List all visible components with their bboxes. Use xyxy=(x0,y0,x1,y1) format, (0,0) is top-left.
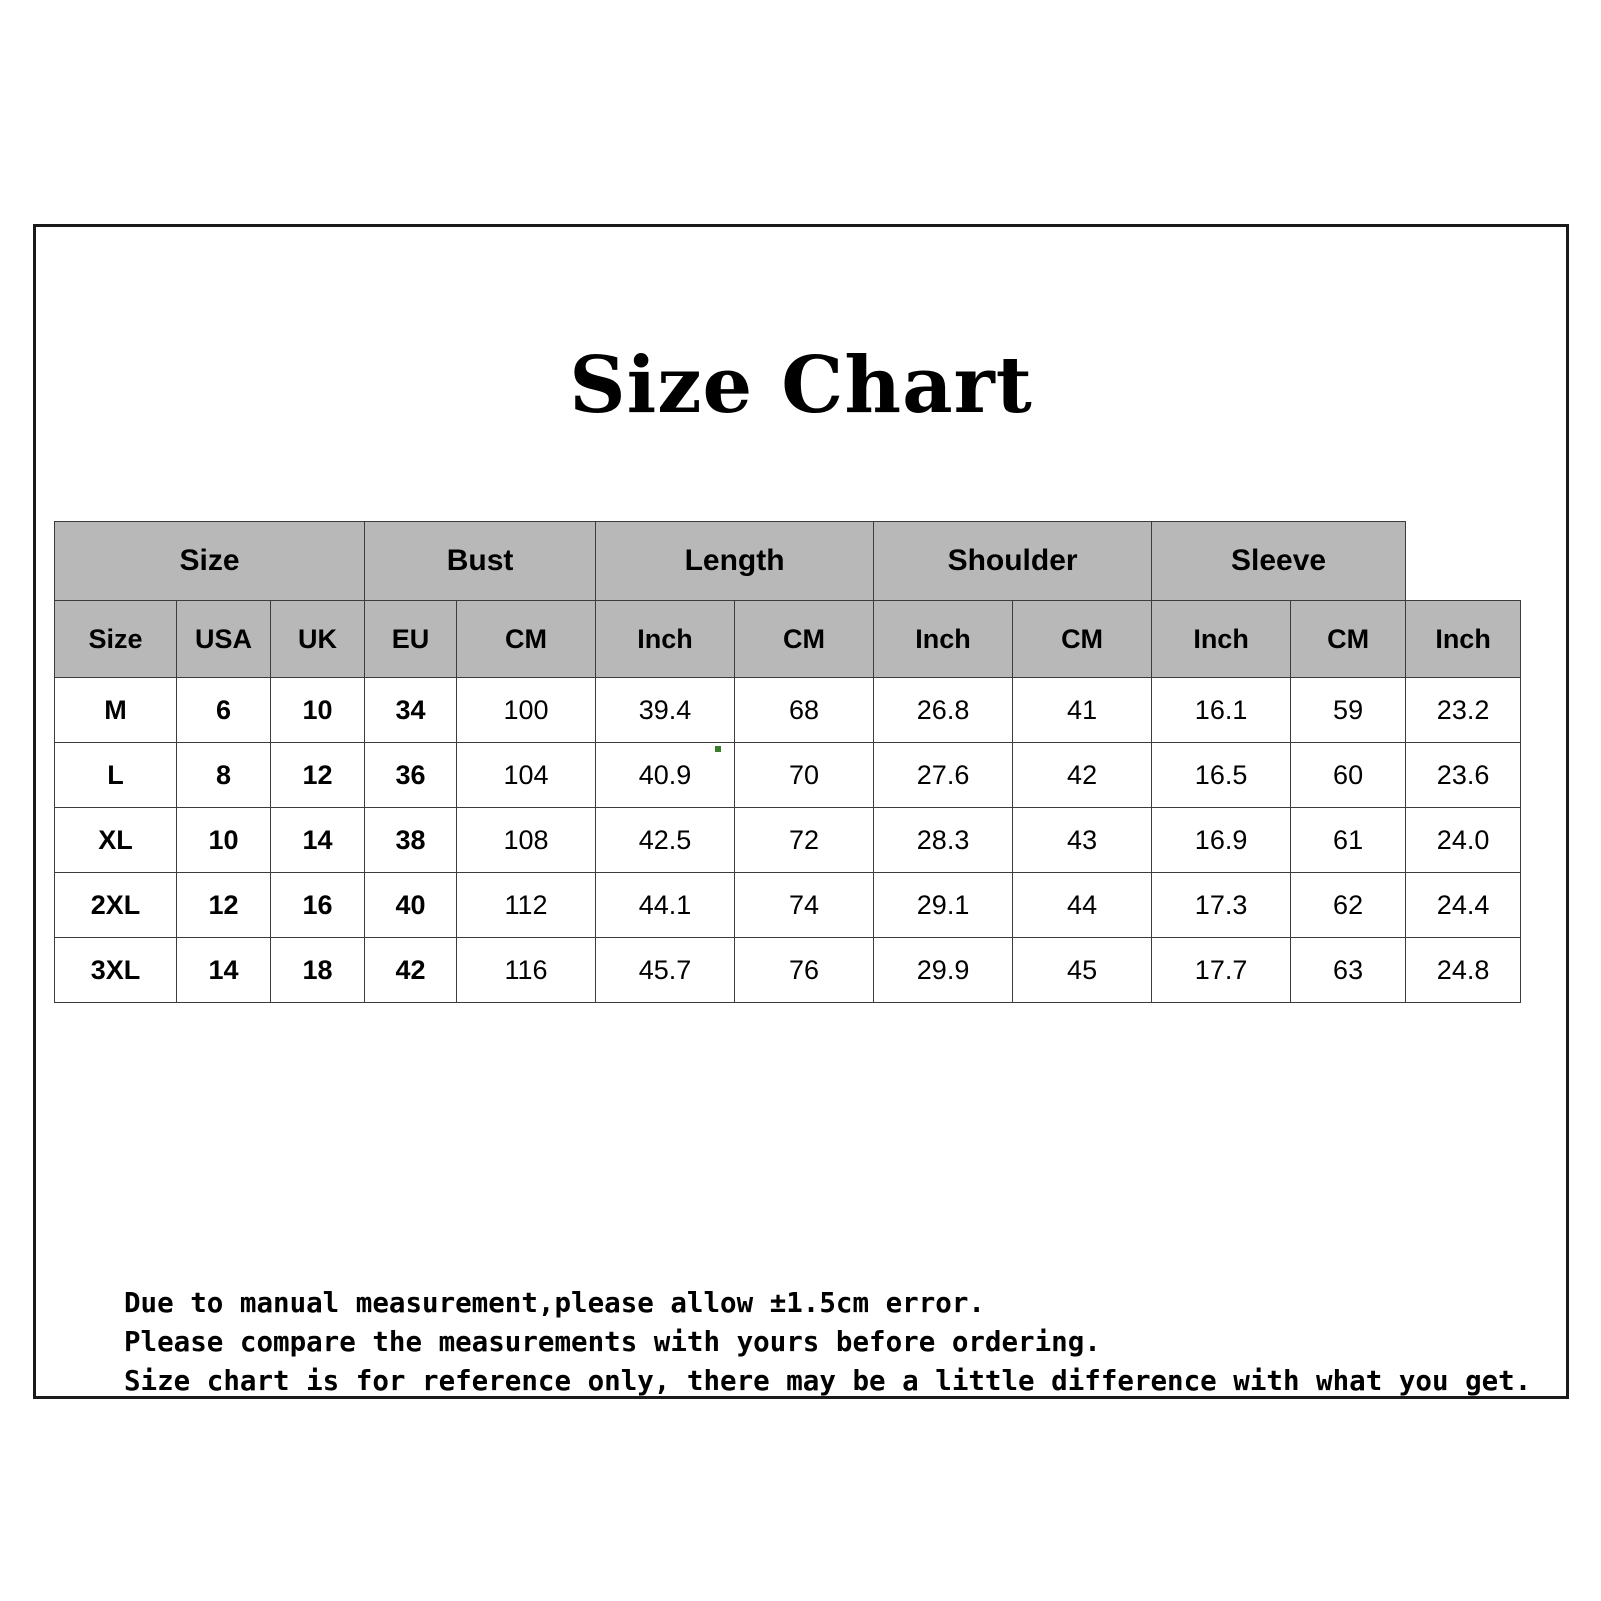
cell-bust-inch: 39.4 xyxy=(596,678,735,743)
group-header-length: Length xyxy=(596,522,874,601)
sub-header-bust-inch: Inch xyxy=(596,601,735,678)
cell-shoulder-cm: 45 xyxy=(1013,938,1152,1003)
cell-sleeve-cm: 63 xyxy=(1291,938,1406,1003)
sub-header-length-inch: Inch xyxy=(874,601,1013,678)
cell-sleeve-cm: 62 xyxy=(1291,873,1406,938)
table-row xyxy=(55,808,1521,873)
size-chart-card xyxy=(33,224,1569,1399)
group-header-sleeve: Sleeve xyxy=(1152,522,1406,601)
sub-header-bust-cm: CM xyxy=(457,601,596,678)
cell-eu: 42 xyxy=(365,938,457,1003)
cell-bust-inch: 42.5 xyxy=(596,808,735,873)
cell-shoulder-inch: 16.9 xyxy=(1152,808,1291,873)
group-header-size: Size xyxy=(55,522,365,601)
green-marker-dot xyxy=(715,746,721,752)
cell-bust-cm: 116 xyxy=(457,938,596,1003)
cell-size: XL xyxy=(55,808,177,873)
cell-length-cm: 68 xyxy=(735,678,874,743)
sub-header-shoulder-cm: CM xyxy=(1013,601,1152,678)
cell-bust-cm: 112 xyxy=(457,873,596,938)
table-row xyxy=(55,743,1521,808)
cell-size: 2XL xyxy=(55,873,177,938)
cell-bust-inch: 45.7 xyxy=(596,938,735,1003)
cell-shoulder-cm: 44 xyxy=(1013,873,1152,938)
cell-eu: 40 xyxy=(365,873,457,938)
cell-length-inch: 27.6 xyxy=(874,743,1013,808)
cell-eu: 36 xyxy=(365,743,457,808)
sub-header-eu: EU xyxy=(365,601,457,678)
note-line-3: Size chart is for reference only, there may be a little difference with what you get. xyxy=(124,1365,1532,1398)
cell-shoulder-inch: 17.3 xyxy=(1152,873,1291,938)
sub-header-sleeve-inch: Inch xyxy=(1406,601,1521,678)
cell-length-inch: 28.3 xyxy=(874,808,1013,873)
cell-usa: 14 xyxy=(177,938,271,1003)
cell-bust-inch: 40.9 xyxy=(596,743,735,808)
cell-shoulder-cm: 42 xyxy=(1013,743,1152,808)
cell-eu: 34 xyxy=(365,678,457,743)
cell-shoulder-inch: 16.5 xyxy=(1152,743,1291,808)
cell-uk: 10 xyxy=(271,678,365,743)
size-chart-table xyxy=(54,521,1521,1003)
cell-sleeve-cm: 61 xyxy=(1291,808,1406,873)
note-line-2: Please compare the measurements with yours before ordering. xyxy=(124,1326,1101,1359)
group-header-bust: Bust xyxy=(365,522,596,601)
cell-length-cm: 72 xyxy=(735,808,874,873)
sub-header-uk: UK xyxy=(271,601,365,678)
cell-sleeve-inch: 24.4 xyxy=(1406,873,1521,938)
table-row xyxy=(55,678,1521,743)
cell-usa: 8 xyxy=(177,743,271,808)
cell-usa: 12 xyxy=(177,873,271,938)
cell-size: 3XL xyxy=(55,938,177,1003)
cell-length-cm: 76 xyxy=(735,938,874,1003)
cell-bust-cm: 100 xyxy=(457,678,596,743)
cell-shoulder-cm: 43 xyxy=(1013,808,1152,873)
cell-sleeve-inch: 23.6 xyxy=(1406,743,1521,808)
group-header-shoulder: Shoulder xyxy=(874,522,1152,601)
cell-uk: 14 xyxy=(271,808,365,873)
sub-header-shoulder-inch: Inch xyxy=(1152,601,1291,678)
cell-bust-cm: 104 xyxy=(457,743,596,808)
cell-length-inch: 29.1 xyxy=(874,873,1013,938)
cell-length-cm: 74 xyxy=(735,873,874,938)
cell-usa: 10 xyxy=(177,808,271,873)
cell-bust-inch: 44.1 xyxy=(596,873,735,938)
cell-size: M xyxy=(55,678,177,743)
cell-sleeve-cm: 60 xyxy=(1291,743,1406,808)
sub-header-usa: USA xyxy=(177,601,271,678)
note-line-1: Due to manual measurement,please allow ±1.5cm error. xyxy=(124,1287,985,1319)
cell-uk: 18 xyxy=(271,938,365,1003)
table-sub-header-row xyxy=(55,601,1521,678)
cell-uk: 16 xyxy=(271,873,365,938)
page-title: Size Chart xyxy=(569,340,1033,431)
cell-length-inch: 26.8 xyxy=(874,678,1013,743)
sub-header-length-cm: CM xyxy=(735,601,874,678)
table-group-header-row xyxy=(55,522,1521,601)
sub-header-size: Size xyxy=(55,601,177,678)
cell-sleeve-inch: 23.2 xyxy=(1406,678,1521,743)
cell-eu: 38 xyxy=(365,808,457,873)
size-chart-table-wrapper xyxy=(54,521,1520,1003)
cell-sleeve-inch: 24.0 xyxy=(1406,808,1521,873)
table-row xyxy=(55,938,1521,1003)
cell-shoulder-inch: 16.1 xyxy=(1152,678,1291,743)
cell-length-cm: 70 xyxy=(735,743,874,808)
cell-bust-cm: 108 xyxy=(457,808,596,873)
notes-block xyxy=(124,1284,1532,1401)
sub-header-sleeve-cm: CM xyxy=(1291,601,1406,678)
cell-sleeve-inch: 24.8 xyxy=(1406,938,1521,1003)
cell-sleeve-cm: 59 xyxy=(1291,678,1406,743)
table-row xyxy=(55,873,1521,938)
cell-shoulder-cm: 41 xyxy=(1013,678,1152,743)
cell-length-inch: 29.9 xyxy=(874,938,1013,1003)
cell-usa: 6 xyxy=(177,678,271,743)
cell-size: L xyxy=(55,743,177,808)
cell-uk: 12 xyxy=(271,743,365,808)
cell-shoulder-inch: 17.7 xyxy=(1152,938,1291,1003)
